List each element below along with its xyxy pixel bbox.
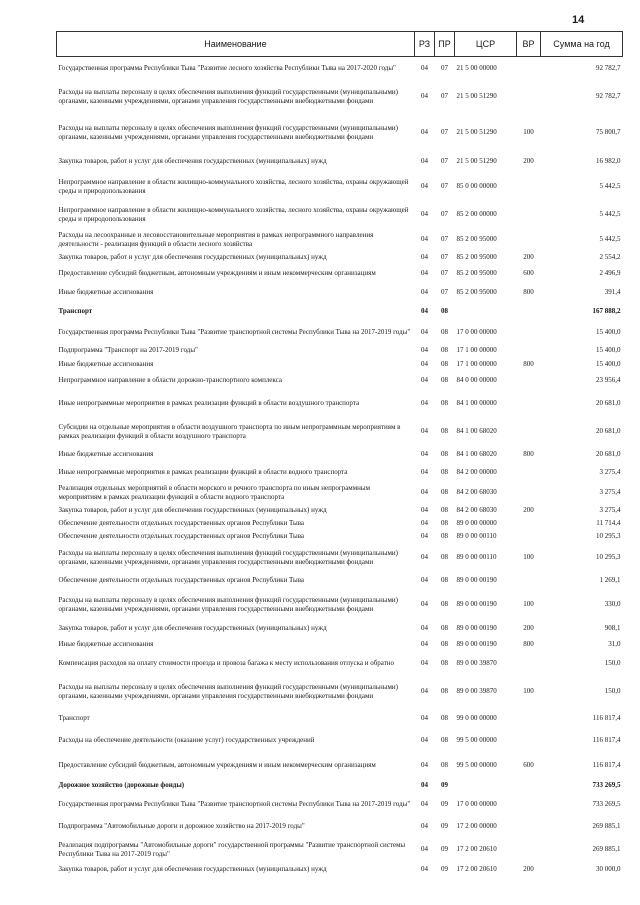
cell-name: Расходы на выплаты персоналу в целях обеспечения выполнения функций государственными (муниципальными) органами, казенными учреждениями, органами управления государственными внебюджетными фондами — [58, 124, 399, 141]
cell-rz: 04 — [421, 687, 428, 696]
cell-vr: 200 — [523, 252, 534, 261]
cell-name: Иные непрограммные мероприятия в рамках реализации функций в области водного транспорта — [58, 468, 348, 477]
cell-csr: 85 2 00 95000 — [456, 288, 497, 297]
cell-sum: 31,0 — [608, 640, 621, 649]
cell-rz: 04 — [421, 157, 428, 166]
header-row — [57, 32, 623, 57]
cell-vr: 100 — [523, 553, 534, 562]
table-row — [57, 837, 623, 863]
cell-sum: 2 496,9 — [599, 269, 621, 278]
cell-vr — [517, 653, 541, 675]
cell-pr: 08 — [441, 328, 448, 337]
table-row — [57, 418, 623, 446]
cell-name: Реализация подпрограммы "Автомобильные дороги" государственной программы "Развитие транспортной системы Республики Тыва на 2017-2019 годы" — [58, 841, 406, 858]
cell-vr — [517, 837, 541, 863]
cell-vr: 800 — [523, 640, 534, 649]
table-row — [57, 543, 623, 573]
cell-vr: 100 — [523, 128, 534, 137]
cell-csr: 85 2 00 95000 — [456, 235, 497, 244]
cell-csr: 21 5 00 51290 — [456, 92, 497, 101]
cell-name: Субсидии на отдельные мероприятия в области воздушного транспорта по иным непрограммным мероприятиям в рамках реализации функций в области воздушного транспорта — [58, 423, 401, 440]
cell-sum: 733 269,5 — [592, 781, 621, 790]
cell-rz: 04 — [421, 92, 428, 101]
cell-vr — [517, 390, 541, 418]
cell-rz: 04 — [421, 659, 428, 668]
cell-pr: 09 — [441, 845, 448, 854]
table-row — [57, 637, 623, 653]
cell-name: Расходы на выплаты персоналу в целях обеспечения выполнения функций государственными (муниципальными) органами, казенными учреждениями, органами управления государственными внебюджетными фондами — [58, 683, 399, 700]
table-row — [57, 530, 623, 543]
cell-vr — [517, 322, 541, 344]
table-row — [57, 621, 623, 637]
table-row — [57, 151, 623, 173]
cell-csr: 89 0 00 00000 — [456, 518, 497, 527]
header-pr: ПР — [435, 32, 455, 57]
table-row — [57, 201, 623, 229]
header-vr: ВР — [517, 32, 541, 57]
cell-vr: 600 — [523, 269, 534, 278]
cell-csr — [455, 302, 517, 322]
cell-rz: 04 — [421, 450, 428, 459]
table-row — [57, 173, 623, 201]
cell-sum: 20 681,0 — [596, 450, 621, 459]
cell-name: Непрограммное направление в области жилищно-коммунального хозяйства, лесного хозяйства, охраны окружающей среды и природопользования — [58, 206, 409, 223]
cell-sum: 15 400,0 — [596, 328, 621, 337]
cell-pr: 08 — [441, 488, 448, 497]
table-row — [57, 358, 623, 372]
table-row — [57, 653, 623, 675]
table-row — [57, 229, 623, 251]
cell-sum: 10 295,3 — [596, 553, 621, 562]
cell-csr: 84 2 00 68030 — [456, 488, 497, 497]
cell-name: Иные непрограммные мероприятия в рамках реализации функций в области воздушного транспорта — [58, 399, 360, 408]
cell-pr: 08 — [441, 399, 448, 408]
cell-csr: 21 5 00 51290 — [456, 157, 497, 166]
cell-pr: 07 — [441, 235, 448, 244]
cell-name: Непрограммное направление в области дорожно-транспортного комплекса — [58, 376, 282, 385]
cell-csr: 89 0 00 00190 — [456, 640, 497, 649]
cell-sum: 92 782,7 — [596, 63, 621, 72]
cell-pr: 09 — [441, 781, 448, 790]
cell-csr: 89 0 00 00190 — [456, 576, 497, 585]
table-row — [57, 344, 623, 358]
cell-csr: 84 2 00 00000 — [456, 468, 497, 477]
cell-pr: 07 — [441, 210, 448, 219]
cell-csr: 99 5 00 00000 — [456, 761, 497, 770]
cell-csr: 17 1 00 00000 — [456, 360, 497, 369]
cell-rz: 04 — [421, 865, 428, 874]
table-row — [57, 264, 623, 284]
cell-pr: 07 — [441, 269, 448, 278]
cell-name: Расходы на выплаты персоналу в целях обеспечения выполнения функций государственными (муниципальными) органами, казенными учреждениями, органами управления государственными внебюджетными фондами — [58, 88, 399, 105]
table-row — [57, 464, 623, 482]
cell-rz: 04 — [421, 399, 428, 408]
cell-vr — [517, 173, 541, 201]
cell-vr — [517, 418, 541, 446]
cell-rz: 04 — [421, 488, 428, 497]
cell-vr — [517, 57, 541, 79]
cell-sum: 733 269,5 — [592, 800, 621, 809]
cell-pr: 07 — [441, 63, 448, 72]
cell-csr: 99 5 00 00000 — [456, 736, 497, 745]
cell-vr — [517, 793, 541, 817]
cell-rz: 04 — [421, 360, 428, 369]
cell-csr: 89 0 00 39870 — [456, 687, 497, 696]
cell-name: Расходы на обеспечение деятельности (оказание услуг) государственных учреждений — [58, 736, 315, 745]
cell-name: Транспорт — [58, 307, 93, 316]
table-row — [57, 322, 623, 344]
cell-csr: 17 1 00 00000 — [456, 346, 497, 355]
cell-name: Закупка товаров, работ и услуг для обеспечения государственных (муниципальных) нужд — [58, 505, 327, 514]
cell-csr: 21 5 00 00000 — [456, 63, 497, 72]
cell-csr: 17 2 00 20610 — [456, 845, 497, 854]
cell-name: Расходы на лесоохранные и лесовосстановительные мероприятия в рамках непрограммного направления деятельности - реализация функций в области лесного хозяйства — [58, 231, 374, 248]
header-name: Наименование — [57, 32, 415, 57]
cell-vr: 600 — [523, 761, 534, 770]
cell-pr: 07 — [441, 288, 448, 297]
cell-sum: 150,0 — [604, 659, 621, 668]
cell-csr: 85 2 00 00000 — [456, 210, 497, 219]
cell-pr: 08 — [441, 468, 448, 477]
cell-name: Подпрограмма "Транспорт на 2017-2019 годы" — [58, 346, 198, 355]
cell-pr: 08 — [441, 531, 448, 540]
cell-rz: 04 — [421, 800, 428, 809]
cell-vr: 200 — [523, 624, 534, 633]
cell-sum: 2 554,2 — [599, 252, 621, 261]
cell-sum: 116 817,4 — [592, 761, 621, 770]
cell-rz: 04 — [421, 128, 428, 137]
cell-sum: 908,1 — [604, 624, 621, 633]
cell-vr — [517, 201, 541, 229]
cell-sum: 92 782,7 — [596, 92, 621, 101]
cell-rz: 04 — [421, 252, 428, 261]
cell-sum: 15 400,0 — [596, 360, 621, 369]
table-header — [57, 32, 623, 57]
cell-name: Подпрограмма "Автомобильные дороги и дорожное хозяйство на 2017-2019 годы" — [58, 822, 305, 831]
cell-csr: 17 2 00 00000 — [456, 822, 497, 831]
cell-sum: 75 800,7 — [596, 128, 621, 137]
cell-vr — [517, 530, 541, 543]
cell-rz: 04 — [421, 553, 428, 562]
cell-name: Закупка товаров, работ и услуг для обеспечения государственных (муниципальных) нужд — [58, 157, 327, 166]
cell-sum: 23 956,4 — [596, 376, 621, 385]
cell-pr: 08 — [441, 450, 448, 459]
cell-pr: 07 — [441, 92, 448, 101]
cell-sum: 116 817,4 — [592, 736, 621, 745]
cell-rz: 04 — [421, 182, 428, 191]
cell-name: Иные бюджетные ассигнования — [58, 640, 154, 649]
cell-pr: 08 — [441, 600, 448, 609]
table-row — [57, 482, 623, 504]
cell-name: Государственная программа Республики Тыва "Развитие транспортной системы Республики Тыва на 2017-2019 годы" — [58, 328, 411, 337]
cell-pr: 08 — [441, 360, 448, 369]
cell-rz: 04 — [421, 624, 428, 633]
cell-sum: 3 275,4 — [599, 468, 621, 477]
table-row — [57, 446, 623, 464]
cell-vr — [517, 344, 541, 358]
cell-rz: 04 — [421, 714, 428, 723]
cell-sum: 116 817,4 — [592, 714, 621, 723]
table-row — [57, 779, 623, 793]
cell-sum: 15 400,0 — [596, 346, 621, 355]
header-rz: РЗ — [415, 32, 435, 57]
cell-sum: 269 885,1 — [592, 822, 621, 831]
cell-rz: 04 — [421, 235, 428, 244]
cell-vr — [517, 372, 541, 390]
cell-pr: 07 — [441, 252, 448, 261]
cell-pr: 07 — [441, 182, 448, 191]
table-row — [57, 573, 623, 589]
cell-name: Компенсация расходов на оплату стоимости проезда и провоза багажа к месту использования отпуска и обратно — [58, 659, 395, 668]
cell-vr: 100 — [523, 600, 534, 609]
cell-rz: 04 — [421, 576, 428, 585]
cell-vr: 200 — [523, 157, 534, 166]
table-row — [57, 817, 623, 837]
cell-name: Государственная программа Республики Тыва "Развитие лесного хозяйства Республики Тыва на 2017-2020 годы" — [58, 63, 396, 72]
cell-rz: 04 — [421, 600, 428, 609]
cell-csr: 17 0 00 00000 — [456, 328, 497, 337]
cell-name: Непрограммное направление в области жилищно-коммунального хозяйства, лесного хозяйства, охраны окружающей среды и природопользования — [58, 178, 409, 195]
cell-pr: 07 — [441, 128, 448, 137]
cell-rz: 04 — [421, 531, 428, 540]
cell-rz: 04 — [421, 307, 428, 316]
header-sum: Сумма на год — [541, 32, 623, 57]
cell-rz: 04 — [421, 427, 428, 436]
table-row — [57, 863, 623, 877]
cell-vr — [517, 464, 541, 482]
cell-rz: 04 — [421, 269, 428, 278]
cell-csr: 89 0 00 00110 — [456, 531, 497, 540]
cell-csr: 99 0 00 00000 — [456, 714, 497, 723]
cell-csr: 84 0 00 00000 — [456, 376, 497, 385]
cell-name: Обеспечение деятельности отдельных государственных органов Республики Тыва — [58, 531, 305, 540]
cell-pr: 08 — [441, 624, 448, 633]
cell-name: Предоставление субсидий бюджетным, автономным учреждениям и иным некоммерческим организациям — [58, 269, 376, 278]
cell-name: Расходы на выплаты персоналу в целях обеспечения выполнения функций государственными (муниципальными) органами, казенными учреждениями, органами управления государственными внебюджетными фондами — [58, 549, 399, 566]
cell-sum: 5 442,5 — [599, 210, 621, 219]
cell-pr: 08 — [441, 307, 448, 316]
cell-sum: 167 888,2 — [592, 307, 621, 316]
cell-csr: 17 0 00 00000 — [456, 800, 497, 809]
cell-vr — [517, 709, 541, 729]
cell-name: Дорожное хозяйство (дорожные фонды) — [58, 781, 185, 790]
cell-vr: 100 — [523, 687, 534, 696]
cell-vr: 800 — [523, 450, 534, 459]
cell-pr: 08 — [441, 640, 448, 649]
cell-vr — [517, 817, 541, 837]
cell-csr: 85 2 00 95000 — [456, 269, 497, 278]
cell-name: Транспорт — [58, 714, 90, 723]
cell-sum: 391,4 — [604, 288, 621, 297]
cell-sum: 1 269,1 — [599, 576, 621, 585]
cell-pr: 09 — [441, 822, 448, 831]
table-row — [57, 251, 623, 264]
cell-pr: 08 — [441, 576, 448, 585]
cell-name: Иные бюджетные ассигнования — [58, 360, 154, 369]
cell-rz: 04 — [421, 736, 428, 745]
cell-name: Иные бюджетные ассигнования — [58, 288, 154, 297]
page-number: 14 — [572, 14, 585, 26]
cell-name: Предоставление субсидий бюджетным, автономным учреждениям и иным некоммерческим организациям — [58, 761, 376, 770]
cell-pr: 07 — [441, 157, 448, 166]
cell-pr: 08 — [441, 427, 448, 436]
cell-rz: 04 — [421, 518, 428, 527]
cell-sum: 5 442,5 — [599, 235, 621, 244]
cell-vr: 800 — [523, 360, 534, 369]
cell-sum: 10 295,3 — [596, 531, 621, 540]
table-row — [57, 504, 623, 517]
cell-sum: 5 442,5 — [599, 182, 621, 191]
cell-vr — [517, 779, 541, 793]
cell-csr: 89 0 00 00190 — [456, 600, 497, 609]
cell-rz: 04 — [421, 781, 428, 790]
cell-rz: 04 — [421, 468, 428, 477]
cell-vr — [517, 482, 541, 504]
budget-table — [56, 31, 623, 877]
cell-csr: 84 1 00 68020 — [456, 427, 497, 436]
cell-vr: 200 — [523, 505, 534, 514]
cell-csr: 17 2 00 20610 — [456, 865, 497, 874]
cell-vr — [517, 573, 541, 589]
cell-vr — [517, 729, 541, 753]
cell-pr: 08 — [441, 518, 448, 527]
cell-csr: 84 1 00 00000 — [456, 399, 497, 408]
cell-csr: 89 0 00 00110 — [456, 553, 497, 562]
cell-sum: 16 982,0 — [596, 157, 621, 166]
table-row — [57, 372, 623, 390]
cell-csr: 84 1 00 68020 — [456, 450, 497, 459]
cell-pr: 09 — [441, 800, 448, 809]
cell-name: Иные бюджетные ассигнования — [58, 450, 154, 459]
cell-name: Обеспечение деятельности отдельных государственных органов Республики Тыва — [58, 518, 305, 527]
cell-pr: 08 — [441, 761, 448, 770]
table-row — [57, 302, 623, 322]
cell-name: Обеспечение деятельности отдельных государственных органов Республики Тыва — [58, 576, 305, 585]
cell-rz: 04 — [421, 288, 428, 297]
table-row — [57, 57, 623, 79]
cell-pr: 08 — [441, 687, 448, 696]
cell-vr — [517, 517, 541, 530]
cell-pr: 08 — [441, 553, 448, 562]
cell-csr: 85 2 00 95000 — [456, 252, 497, 261]
cell-rz: 04 — [421, 640, 428, 649]
cell-rz: 04 — [421, 346, 428, 355]
table-row — [57, 517, 623, 530]
cell-csr: 89 0 00 39870 — [456, 659, 497, 668]
table-row — [57, 284, 623, 302]
cell-vr: 800 — [523, 288, 534, 297]
cell-csr — [455, 779, 517, 793]
cell-pr: 08 — [441, 346, 448, 355]
cell-name: Государственная программа Республики Тыва "Развитие транспортной системы Республики Тыва на 2017-2019 годы" — [58, 800, 411, 809]
cell-sum: 20 681,0 — [596, 427, 621, 436]
table-row — [57, 729, 623, 753]
table-body — [57, 57, 623, 877]
cell-name: Реализация отдельных мероприятий в области морского и речного транспорта по иным непрограммным мероприятиям в рамках реализации функций в области водного транспорта — [58, 484, 371, 501]
table-row — [57, 675, 623, 709]
cell-pr: 09 — [441, 865, 448, 874]
cell-vr — [517, 229, 541, 251]
cell-rz: 04 — [421, 845, 428, 854]
cell-sum: 20 681,0 — [596, 399, 621, 408]
table-row — [57, 793, 623, 817]
cell-sum: 3 275,4 — [599, 505, 621, 514]
cell-csr: 21 5 00 51290 — [456, 128, 497, 137]
table-row — [57, 589, 623, 621]
cell-rz: 04 — [421, 63, 428, 72]
cell-sum: 30 000,0 — [596, 865, 621, 874]
cell-sum: 150,0 — [604, 687, 621, 696]
cell-name: Закупка товаров, работ и услуг для обеспечения государственных (муниципальных) нужд — [58, 865, 327, 874]
cell-name: Расходы на выплаты персоналу в целях обеспечения выполнения функций государственными (муниципальными) органами, казенными учреждениями, органами управления государственными внебюджетными фондами — [58, 596, 399, 613]
cell-sum: 11 714,4 — [596, 518, 621, 527]
cell-rz: 04 — [421, 210, 428, 219]
table-row — [57, 753, 623, 779]
table-row — [57, 709, 623, 729]
cell-name: Закупка товаров, работ и услуг для обеспечения государственных (муниципальных) нужд — [58, 624, 327, 633]
cell-rz: 04 — [421, 505, 428, 514]
cell-rz: 04 — [421, 328, 428, 337]
cell-csr: 89 0 00 00190 — [456, 624, 497, 633]
cell-csr: 85 0 00 00000 — [456, 182, 497, 191]
cell-sum: 3 275,4 — [599, 488, 621, 497]
cell-vr — [517, 79, 541, 115]
cell-pr: 08 — [441, 505, 448, 514]
cell-sum: 269 885,1 — [592, 845, 621, 854]
cell-name: Закупка товаров, работ и услуг для обеспечения государственных (муниципальных) нужд — [58, 252, 327, 261]
cell-rz: 04 — [421, 761, 428, 770]
cell-sum: 330,0 — [604, 600, 621, 609]
cell-pr: 08 — [441, 714, 448, 723]
cell-rz: 04 — [421, 376, 428, 385]
cell-pr: 08 — [441, 659, 448, 668]
table-row — [57, 79, 623, 115]
cell-pr: 08 — [441, 736, 448, 745]
cell-vr: 200 — [523, 865, 534, 874]
cell-pr: 08 — [441, 376, 448, 385]
cell-csr: 84 2 00 68030 — [456, 505, 497, 514]
cell-vr — [517, 302, 541, 322]
table-row — [57, 115, 623, 151]
header-csr: ЦСР — [455, 32, 517, 57]
cell-rz: 04 — [421, 822, 428, 831]
table-row — [57, 390, 623, 418]
